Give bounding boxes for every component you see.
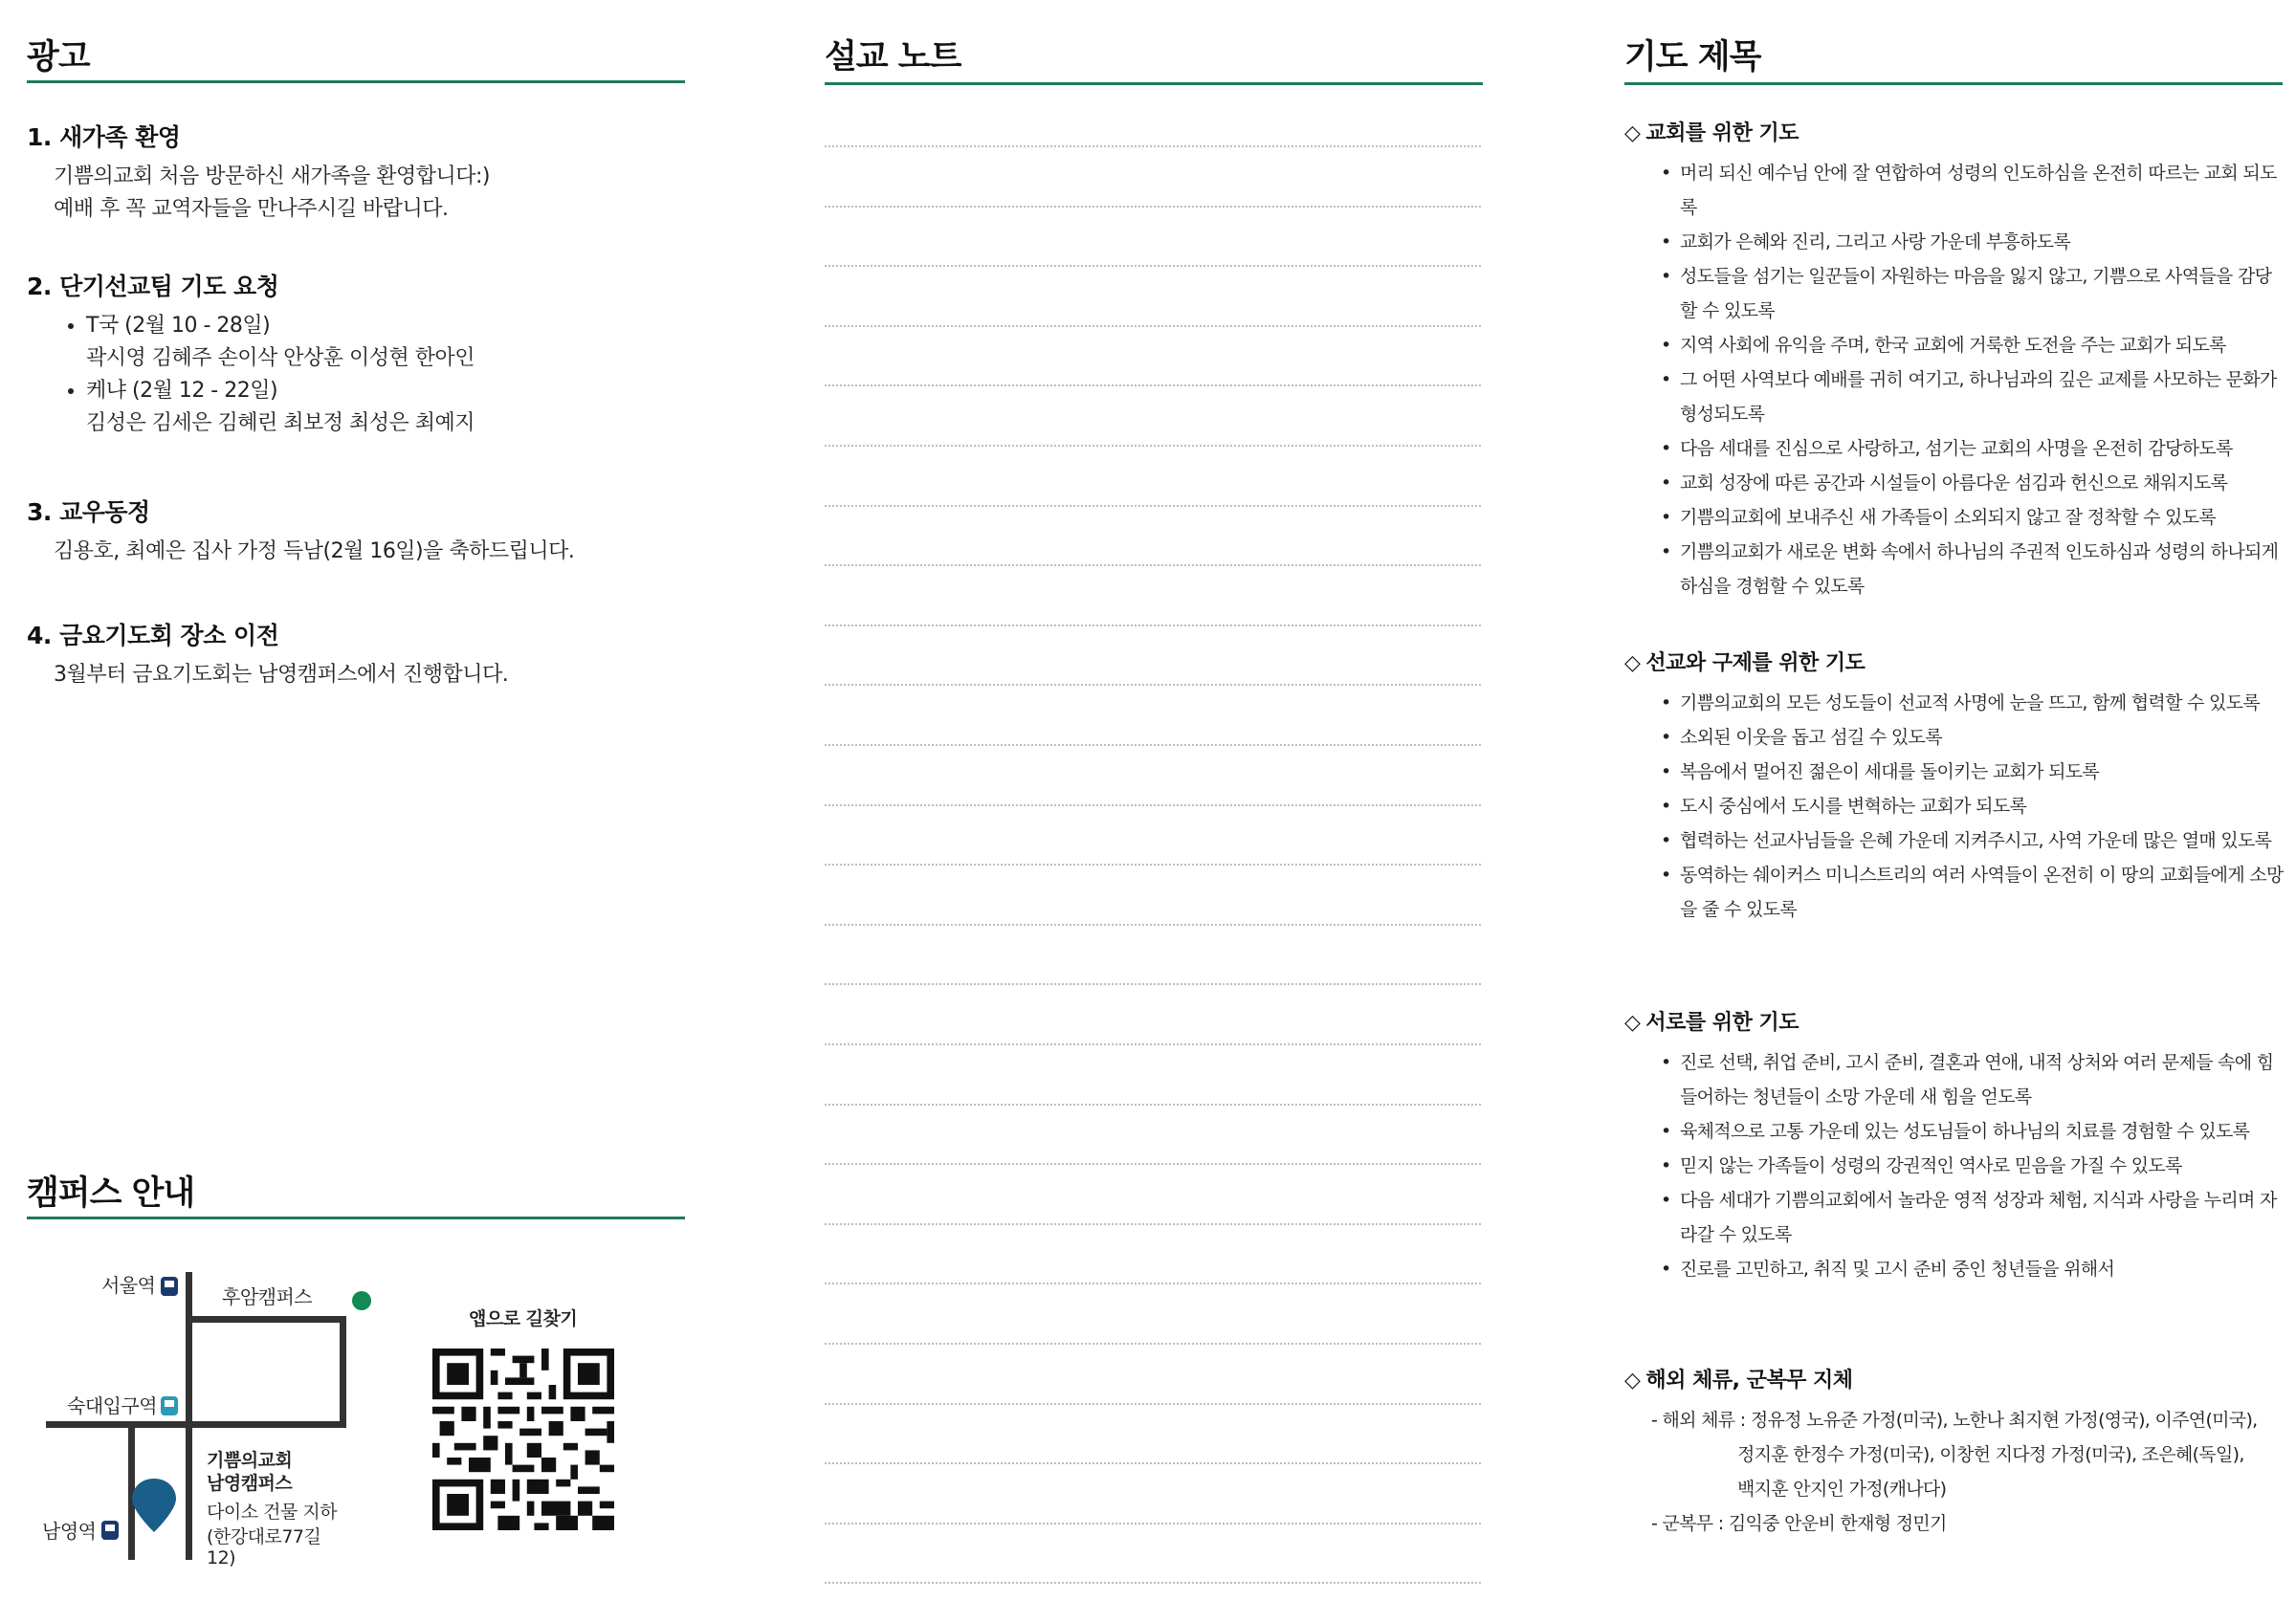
abroad-line: - 해외 체류 : 정유정 노유준 가정(미국), 노한나 최지현 가정(영국), 이주연(미국),: [1651, 1410, 2258, 1431]
abroad-line: 정지훈 한정수 가정(미국), 이창헌 지다정 가정(미국), 조은혜(독일),: [1737, 1444, 2244, 1465]
prayer-item: • 동역하는 쉐이커스 미니스트리의 여러 사역들이 온전히 이 땅의 교회들에게 소망을 줄 수 있도록: [1661, 858, 2285, 927]
note-line[interactable]: [825, 265, 1481, 267]
prayer-heading-text: 교회를 위한 기도: [1645, 121, 1799, 145]
announcement-title: 1. 새가족 환영: [27, 123, 181, 151]
prayer-item: • 기쁨의교회에 보내주신 새 가족들이 소외되지 않고 잘 정착할 수 있도록: [1661, 500, 2285, 535]
diamond-icon: ◇: [1624, 121, 1641, 145]
note-line[interactable]: [825, 1462, 1481, 1464]
prayer-list: [1624, 686, 2285, 927]
huam-campus-dot-icon: [352, 1291, 371, 1310]
prayer-section-heading: [1624, 1006, 2285, 1036]
prayer-item: • 지역 사회에 유익을 주며, 한국 교회에 거룩한 도전을 주는 교회가 되도록: [1661, 328, 2285, 362]
huam-campus-label: 후암캠퍼스: [222, 1285, 313, 1308]
prayer-section-heading: [1624, 117, 2285, 146]
mission-team-name: T국 (2월 10 - 28일): [86, 314, 271, 338]
prayer-item: • 성도들을 섬기는 일꾼들이 자원하는 마음을 잃지 않고, 기쁨으로 사역들을 감당할 수 있도록: [1661, 259, 2285, 328]
note-line[interactable]: [825, 206, 1481, 208]
note-line[interactable]: [825, 1043, 1481, 1045]
note-line[interactable]: [825, 744, 1481, 746]
prayer-item: • 도시 중심에서 도시를 변혁하는 교회가 되도록: [1661, 789, 2285, 823]
sermon-notes-title: 설교 노트: [825, 38, 961, 77]
note-line[interactable]: [825, 505, 1481, 507]
church-name-label: 기쁨의교회: [207, 1450, 293, 1471]
mission-team-item: [86, 375, 687, 440]
road-vertical-right: [340, 1316, 346, 1427]
announcement-mission-team: [27, 268, 687, 440]
prayer-section-heading: [1624, 647, 2285, 676]
announcements-rule: [27, 80, 685, 83]
prayer-list: [1624, 156, 2285, 603]
mission-team-item: [86, 310, 687, 375]
prayer-section-each-other: [1624, 1006, 2285, 1286]
prayer-item: • 그 어떤 사역보다 예배를 귀히 여기고, 하나님과의 깊은 교제를 사모하는 문화가 형성되도록: [1661, 362, 2285, 431]
prayer-list: [1624, 1045, 2285, 1286]
announcement-church-news: [27, 493, 687, 568]
note-line[interactable]: [825, 983, 1481, 985]
subway-icon: [101, 1521, 119, 1540]
namyoung-station-label: 남영역: [42, 1520, 97, 1543]
diamond-icon: ◇: [1624, 651, 1641, 675]
prayer-item: • 협력하는 선교사님들을 은혜 가운데 지켜주시고, 사역 가운데 많은 열매 있도록: [1661, 823, 2285, 858]
campus-title: 캠퍼스 안내: [27, 1174, 195, 1213]
note-line[interactable]: [825, 924, 1481, 926]
subway-icon: [161, 1277, 178, 1296]
announcement-friday-prayer: [27, 617, 687, 691]
note-line[interactable]: [825, 625, 1481, 626]
prayer-item: • 머리 되신 예수님 안에 잘 연합하여 성령의 인도하심을 온전히 따르는 교회 되도록: [1661, 156, 2285, 225]
road-horizontal-mid: [46, 1421, 346, 1428]
prayer-item: • 다음 세대가 기쁨의교회에서 놀라운 영적 성장과 체험, 지식과 사랑을 누리며 자라갈 수 있도록: [1661, 1183, 2285, 1252]
note-line[interactable]: [825, 445, 1481, 447]
military-line: - 군복무 : 김익중 안운비 한재형 정민기: [1651, 1513, 1947, 1534]
prayer-rule: [1624, 82, 2283, 85]
qr-code-icon[interactable]: [432, 1349, 614, 1530]
note-line[interactable]: [825, 1403, 1481, 1405]
abroad-list: [1624, 1403, 2285, 1541]
campus-rule: [27, 1217, 685, 1219]
prayer-item: • 믿지 않는 가족들이 성령의 강권적인 역사로 믿음을 가질 수 있도록: [1661, 1149, 2285, 1183]
announcement-body: [54, 659, 687, 691]
note-line[interactable]: [825, 804, 1481, 806]
prayer-heading-text: 선교와 구제를 위한 기도: [1645, 651, 1866, 675]
announcement-line: 예배 후 꼭 교역자들을 만나주시길 바랍니다.: [54, 197, 449, 221]
announcement-body: [54, 161, 687, 226]
announcement-body: [54, 536, 687, 568]
announcement-line: 김용호, 최예은 집사 가정 득남(2월 16일)을 축하드립니다.: [54, 539, 575, 563]
abroad-line: 백지훈 안지인 가정(캐나다): [1737, 1479, 1947, 1500]
note-line[interactable]: [825, 864, 1481, 866]
address-line: (한강대로77길: [207, 1526, 321, 1547]
note-line[interactable]: [825, 1223, 1481, 1225]
prayer-item: • 기쁨의교회가 새로운 변화 속에서 하나님의 주권적 인도하심과 성령의 하나되게 하심을 경험할 수 있도록: [1661, 535, 2285, 603]
prayer-item: • 교회 성장에 따른 공간과 시설들이 아름다운 섬김과 헌신으로 채워지도록: [1661, 466, 2285, 500]
prayer-heading-text: 서로를 위한 기도: [1645, 1011, 1799, 1035]
note-line[interactable]: [825, 1163, 1481, 1165]
prayer-item: • 기쁨의교회의 모든 성도들이 선교적 사명에 눈을 뜨고, 함께 협력할 수 있도록: [1661, 686, 2285, 720]
campus-name-label: 남영캠퍼스: [207, 1473, 293, 1494]
note-line[interactable]: [825, 145, 1481, 147]
sermon-notes-column: [825, 0, 1483, 1623]
announcement-title: 3. 교우동정: [27, 498, 150, 526]
note-line[interactable]: [825, 1343, 1481, 1345]
prayer-item: • 다음 세대를 진심으로 사랑하고, 섬기는 교회의 사명을 온전히 감당하도록: [1661, 431, 2285, 466]
sookmyung-station-label: 숙대입구역: [67, 1394, 158, 1417]
note-line[interactable]: [825, 1582, 1481, 1584]
diamond-icon: ◇: [1624, 1369, 1641, 1393]
road-vertical-lower-right: [186, 1421, 192, 1560]
note-line[interactable]: [825, 684, 1481, 686]
mission-team-members: 곽시영 김혜주 손이삭 안상훈 이성현 한아인: [86, 346, 475, 370]
prayer-title: 기도 제목: [1624, 38, 1761, 77]
prayer-heading-text: 해외 체류, 군복무 지체: [1645, 1369, 1853, 1393]
announcement-new-family: [27, 119, 687, 226]
announcement-title: 2. 단기선교팀 기도 요청: [27, 273, 279, 300]
prayer-item: • 진로를 고민하고, 취직 및 고시 준비 중인 청년들을 위해서: [1661, 1252, 2285, 1286]
note-line[interactable]: [825, 564, 1481, 566]
mission-team-members: 김성은 김세은 김혜린 최보정 최성은 최예지: [86, 411, 475, 435]
road-horizontal-top: [186, 1316, 346, 1323]
diamond-icon: ◇: [1624, 1011, 1641, 1035]
prayer-section-abroad: [1624, 1364, 2285, 1541]
prayer-item: • 소외된 이웃을 돕고 섬길 수 있도록: [1661, 720, 2285, 755]
prayer-item: • 육체적으로 고통 가운데 있는 성도님들이 하나님의 치료를 경험할 수 있도록: [1661, 1114, 2285, 1149]
address-line: 다이소 건물 지하: [207, 1502, 338, 1523]
seoul-station-label: 서울역: [101, 1274, 156, 1297]
prayer-section-mission: [1624, 647, 2285, 927]
address-line: 12): [207, 1547, 236, 1568]
announcements-title: 광고: [27, 38, 90, 77]
note-line[interactable]: [825, 325, 1481, 327]
note-line[interactable]: [825, 1283, 1481, 1284]
note-line[interactable]: [825, 1523, 1481, 1524]
note-line[interactable]: [825, 384, 1481, 386]
qr-caption: 앱으로 길찾기: [469, 1308, 578, 1329]
prayer-item: • 교회가 은혜와 진리, 그리고 사랑 가운데 부흥하도록: [1661, 225, 2285, 259]
announcement-line: 3월부터 금요기도회는 남영캠퍼스에서 진행합니다.: [54, 663, 509, 687]
prayer-item: • 진로 선택, 취업 준비, 고시 준비, 결혼과 연애, 내적 상처와 여러 문제들 속에 힘들어하는 청년들이 소망 가운데 새 힘을 얻도록: [1661, 1045, 2285, 1114]
location-pin-icon: [132, 1479, 176, 1532]
announcement-line: 기쁨의교회 처음 방문하신 새가족을 환영합니다:): [54, 164, 491, 188]
mission-team-list: [27, 310, 687, 440]
note-line[interactable]: [825, 1104, 1481, 1106]
prayer-section-heading: [1624, 1364, 2285, 1393]
announcement-title: 4. 금요기도회 장소 이전: [27, 622, 279, 649]
sermon-notes-rule: [825, 82, 1483, 85]
mission-team-name: 케냐 (2월 12 - 22일): [86, 379, 278, 403]
prayer-section-church: [1624, 117, 2285, 603]
prayer-item: • 복음에서 멀어진 젊은이 세대를 돌이키는 교회가 되도록: [1661, 755, 2285, 789]
subway-icon: [161, 1396, 178, 1415]
